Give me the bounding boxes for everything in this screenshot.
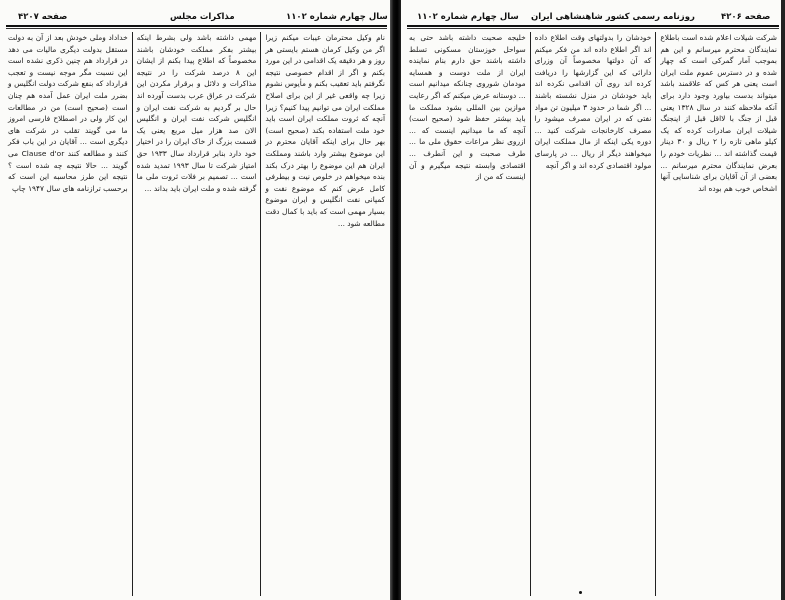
page-number: صفحه ۴۲۰۷ [18, 12, 68, 22]
section-title: مذاکرات مجلس [170, 12, 235, 22]
page-edge [781, 0, 785, 600]
publication-title: روزنامه رسمی کشور شاهنشاهی ایران [531, 12, 695, 22]
column-text: خودشان را بدولتهای وقت اطلاع داده اند اگر اطلاع داده اند من فکر میکنم که آن دولتها مخصوصاً آن وزرای دارائی که این گزارشها را دریافت کرده اند روی آن اقدامی نکرده اند باید خودشان در منزل نشسته باشند ... اگر شما در حدود ۳ میلیون تن مواد نفتی که در ایران مصرف میشود را مصرف کارخانجات شرکت کنید ... دوره یکی اینکه از مال مملکت ایران میخواهند دیگر از ریال ... در پارسای مولود اقتصادی کرده اند و اگر آنچه [534, 33, 652, 170]
print-mark [579, 591, 582, 594]
column-left [405, 32, 531, 596]
header-rule-thin [6, 28, 387, 29]
right-page-header [401, 12, 785, 26]
header-rule [6, 25, 387, 27]
column-text: خداداد وملی خودش بعد از آن به دولت مستقل بدولت دیگری مالیات می دهد در قرارداد هم چنین ذکری نشده است این نسبت مگر موجه نیست و تعجب قرارداد که بنفع شرکت دولت انگلیس و بضرر ملت ایران عمل آمده هم چنان است (صحیح است) من در مطالعات این کار ولی در اصطلاح فارسی امروز ما می گویند تقلب در شرکت های دیگری است ... آقایان در این باب فکر کنند و مطالعه کنند Clause d'or می گویند ... حالا نتیجه چه شده است ؟ نتیجه این طرز محاسبه این است که برحسب ترازنامه های سال ۱۹۴۷ چاپ [7, 33, 128, 193]
header-rule [407, 25, 779, 27]
column-text: نام وکیل محترمان عیبات میکنم زیرا اگر من وکیل کرمان هستم بایستی هر روز و هر دقیقه یک اقدامی در این مورد بکنم و اگر از اقدام خصوصی نتیجه نگرفتم باید تعقیب بکنم و مأیوس نشوم زیرا چه واقعی غیر از این برای اصلاح مملکت ایران می توانیم پیدا کنیم؟ زیرا آنچه که ثروت مملکت ایران است باید خود ملت استفاده بکند (صحیح است) بهر حال برای اینکه آقایان محترم در این موضوع بیشتر وارد باشند ومملکت ایران هم این موضوع را بهتر درک بکند بنده میخواهم در خلوص نیت و بیطرفی کامل عرض کنم که موضوع نفت و کمپانی نفت انگلیس و ایران موضوع بسیار مهمی است که باید با کمال دقت مطالعه شود ... [265, 33, 385, 228]
column-right [261, 32, 389, 596]
issue-number: سال چهارم شماره ۱۱۰۲ [417, 12, 519, 22]
column-text: شرکت شیلات اعلام شده است باطلاع نمایندگان محترم میرسانم و این هم بموجب آمار گمرکی است که چهار شده و در دسترس عموم ملت ایران است یعنی هر کس که علاقمند باشد میتواند بدست بیاورد وجود دارد برای آنکه ملاحظه کنند در سال ۱۳۲۸ یعنی قبل از جنگ با لااقل قبل از اینجنگ شیلات ایران صادرات کرده که یک کیلو ماهی تازه را ۲ ریال و ۳۰ دینار قیمت گذاشته اند ... نظریات خودم را بعرض نمایندگان محترم میرسانم ... بعضی از آن آقایان برای شناسایی آنها اشخاص خوب هم بوده اند [660, 33, 777, 193]
header-rule-thin [407, 28, 779, 29]
page-number: صفحه ۴۲۰۶ [721, 12, 771, 22]
right-page [401, 0, 785, 600]
column-middle [133, 32, 262, 596]
issue-number: سال چهارم شماره ۱۱۰۲ [286, 12, 388, 22]
column-right [656, 32, 781, 596]
right-page-columns [405, 32, 781, 596]
left-page-columns [4, 32, 389, 596]
column-text: مهمی داشته باشد ولی بشرط اینکه بیشتر بفکر مملکت خودشان باشند مخصوصاً که اطلاع پیدا بکنم از ایشان این ۸ درصد شرکت را در نتیجه مذاکرات و دلائل و برقرار مکردن این شرکت در عراق عرب بدست آورده اند حال بر گردیم به شرکت نفت ایران و انگلیس شرکت نفت ایران و انگلیس الان صد هزار میل مربع یعنی یک قسمت بزرگ از خاک ایران را در اختیار خود دارد بنابر قرارداد سال ۱۹۳۳ حق امتیاز شرکت تا سال ۱۹۹۳ تمدید شده است ... تصمیم بر فلات ثروت ملی ما گرفته شده و ملت ایران باید بداند ... [136, 33, 257, 193]
column-left [4, 32, 133, 596]
column-text: خلیجه صحبت داشته باشد حتی به سواحل خوزستان مسکونی تسلط داشته باشند حق دارم بنام نماینده ایران از ملت دوست و همسایه مودمان شوروی چنانکه میدانیم است ... دوستانه عرض میکنم که اگر رعایت موازین بین المللی بشود مملکت ما باید بیشتر حفظ شود (صحیح است) آنچه که ما میدانیم اینست که ... ازروی نظر مراعات حقوق ملی ما ... طرف صحبت و این آنطرف ... اقتصادی وابسته نتیجه میگیرم و آن اینست که من از [408, 33, 526, 182]
column-middle [531, 32, 657, 596]
left-page-header [0, 12, 393, 26]
